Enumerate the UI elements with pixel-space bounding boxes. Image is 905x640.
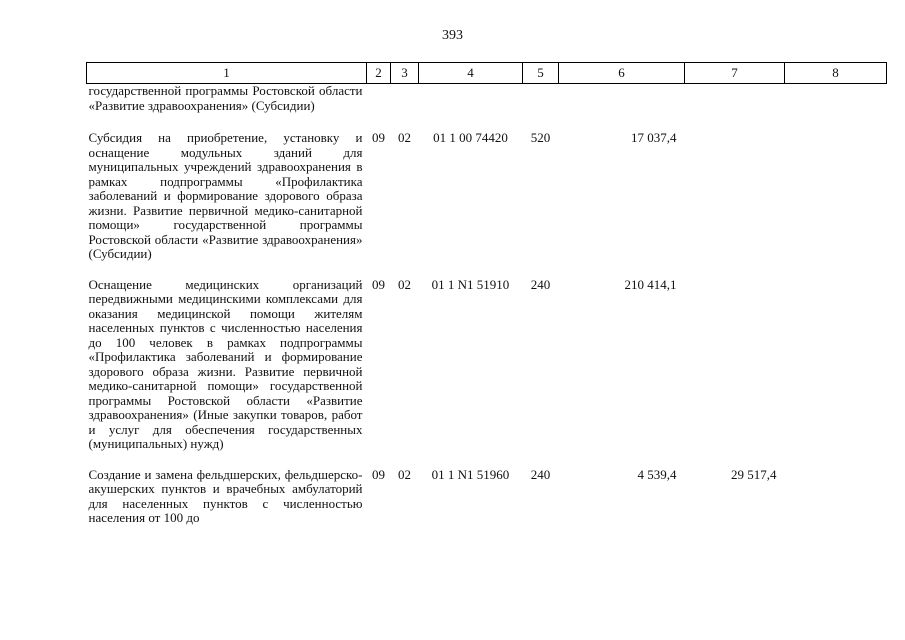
page-number: 393 — [442, 28, 463, 43]
row-amount-1: 4 539,4 — [637, 466, 677, 482]
row-amount-3 — [785, 84, 887, 132]
column-header-1: 1 — [87, 63, 367, 84]
row-description: Субсидия на приобретение, установку и оснащение модульных зданий для муниципальных учреждений здравоохранения в рамках подпрограммы «Профилактика заболеваний и формирование здорового образа жизни. Развитие первичной медико-санитарной помощи» государственной программы Ростовской области «Развитие здравоохранения» (Субсидии) — [88, 130, 363, 261]
row-target-code: 01 1 N1 51910 — [431, 276, 510, 292]
row-amount-3 — [785, 278, 887, 468]
row-amount-2 — [685, 131, 785, 278]
column-header-8: 8 — [785, 63, 887, 84]
table-row — [87, 84, 887, 132]
column-header-4: 4 — [419, 63, 523, 84]
row-expense-type: 240 — [530, 466, 551, 482]
row-amount-2 — [685, 278, 785, 468]
row-target-code — [419, 84, 523, 132]
row-description: государственной программы Ростовской области «Развитие здравоохранения» (Субсидии) — [88, 83, 363, 113]
row-amount-2 — [685, 84, 785, 132]
table-header-row — [87, 63, 887, 84]
row-amount-2: 29 517,4 — [731, 466, 777, 482]
row-expense-type — [523, 84, 559, 132]
column-header-7: 7 — [685, 63, 785, 84]
table-row — [87, 278, 887, 468]
row-expense-type: 520 — [530, 130, 551, 145]
budget-table — [86, 62, 887, 526]
row-subsection: 02 — [398, 276, 411, 292]
row-amount-3 — [785, 468, 887, 526]
row-expense-type: 240 — [530, 276, 551, 292]
column-header-6: 6 — [559, 63, 685, 84]
row-amount-1: 17 037,4 — [631, 130, 677, 145]
row-section: 09 — [372, 466, 385, 482]
row-section: 09 — [372, 130, 385, 145]
row-section: 09 — [372, 276, 385, 292]
row-amount-3 — [785, 131, 887, 278]
row-subsection — [391, 84, 419, 132]
row-description: Оснащение медицинских организаций передвижными медицинскими комплексами для оказания медицинской помощи жителям населенных пунктов с численностью населения до 100 человек в рамках подпрограммы «Профилактика заболеваний и формирование здорового образа жизни. Развитие первичной медико-санитарной помощи» государственной программы Ростовской области «Развитие здравоохранения» (Иные закупки товаров, работ и услуг для обеспечения государственных (муниципальных) нужд) — [88, 276, 363, 451]
column-header-5: 5 — [523, 63, 559, 84]
table-row — [87, 131, 887, 278]
column-header-3: 3 — [391, 63, 419, 84]
row-subsection: 02 — [398, 130, 411, 145]
row-description: Создание и замена фельдшерских, фельдшерско-акушерских пунктов и врачебных амбулаторий для населенных пунктов с численностью населения от 100 до — [88, 466, 363, 525]
row-amount-1: 210 414,1 — [624, 276, 677, 292]
row-target-code: 01 1 N1 51960 — [431, 466, 510, 482]
row-target-code: 01 1 00 74420 — [433, 130, 508, 145]
row-subsection: 02 — [398, 466, 411, 482]
row-amount-1 — [559, 84, 685, 132]
column-header-2: 2 — [367, 63, 391, 84]
table-row — [87, 468, 887, 526]
row-section — [367, 84, 391, 132]
